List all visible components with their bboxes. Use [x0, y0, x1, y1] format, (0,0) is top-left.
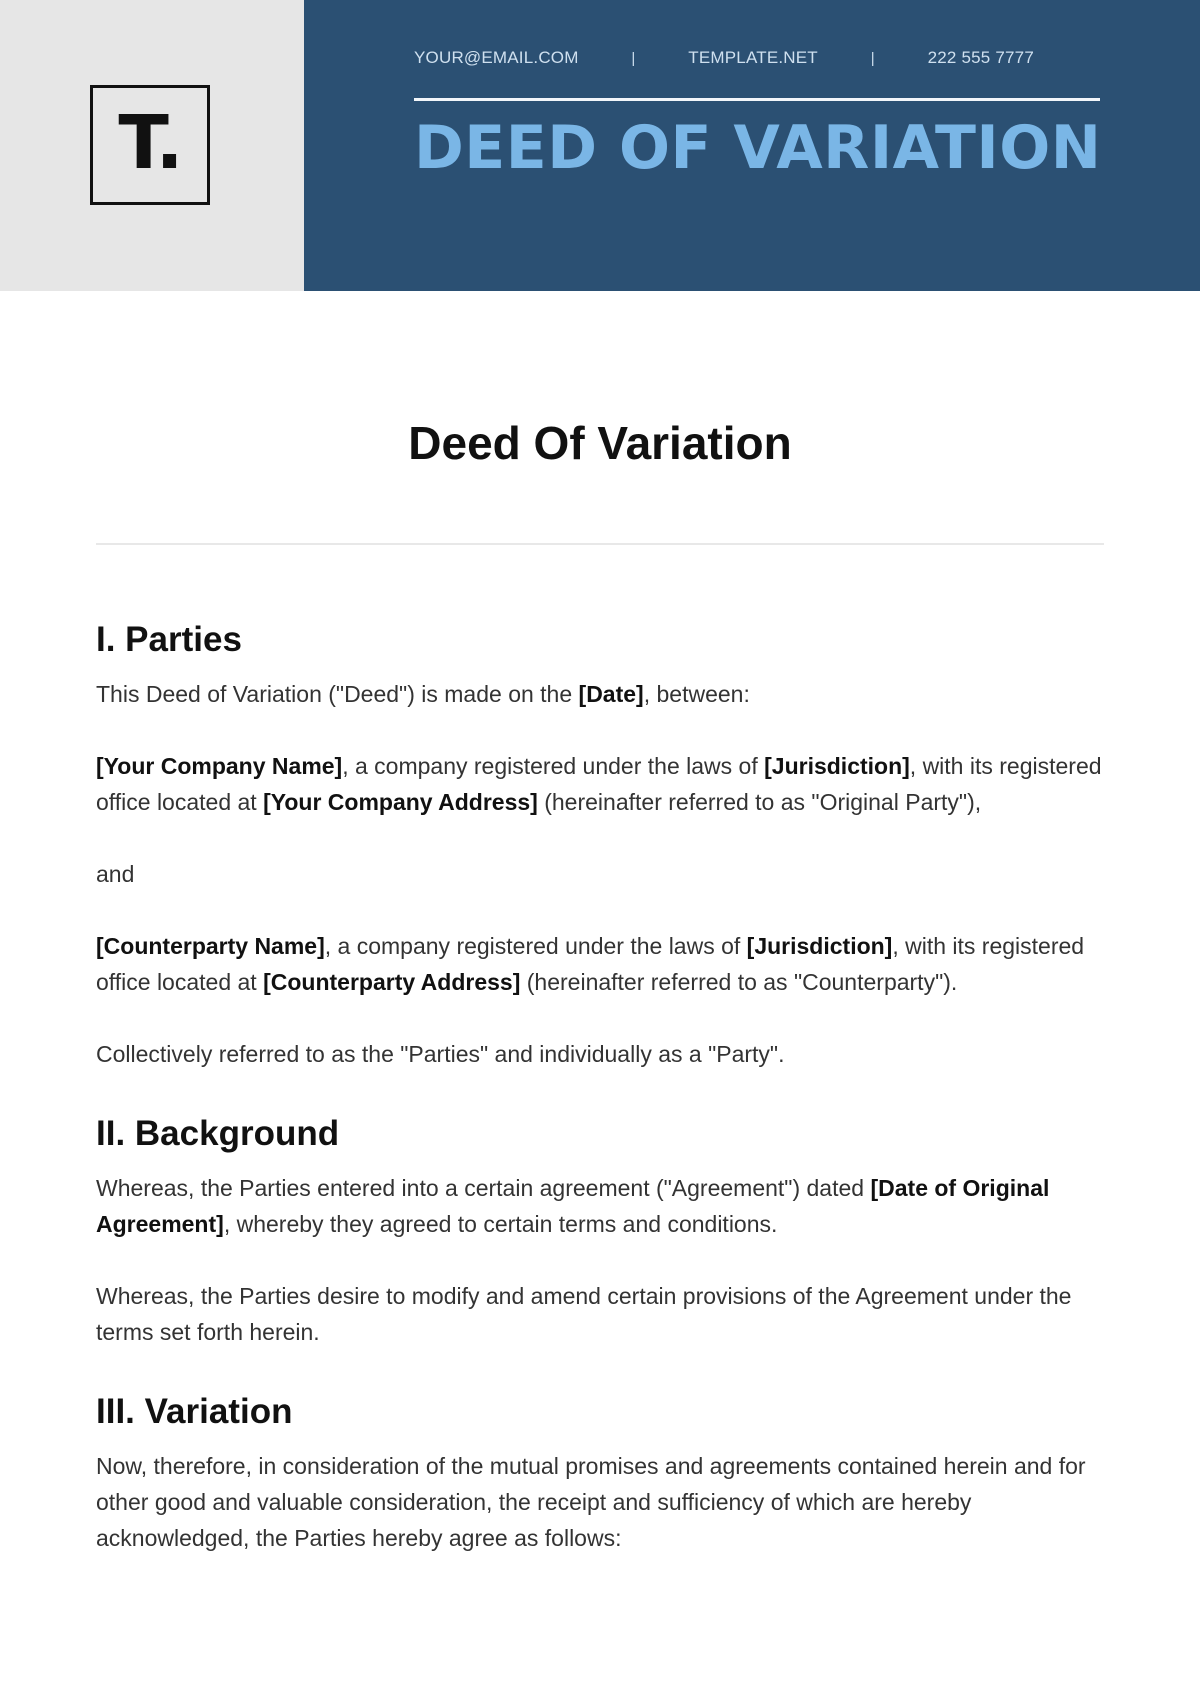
- contact-phone: 222 555 7777: [927, 48, 1034, 67]
- section-parties: [96, 618, 1116, 1072]
- text: , between:: [643, 681, 750, 707]
- placeholder-jurisdiction: [Jurisdiction]: [746, 933, 893, 959]
- text: , with its registered office located at: [96, 753, 1102, 815]
- title-divider: [96, 543, 1104, 545]
- paragraph: [96, 928, 1116, 1000]
- section-heading: I. Parties: [96, 620, 242, 659]
- text: Whereas, the Parties entered into a certain agreement ("Agreement") dated: [96, 1175, 871, 1201]
- text: , whereby they agreed to certain terms and conditions.: [223, 1211, 778, 1237]
- placeholder-original-agreement-date: [Date of Original Agreement]: [96, 1175, 1050, 1237]
- logo: [90, 85, 210, 205]
- paragraph: [96, 676, 1116, 712]
- text: This Deed of Variation ("Deed") is made on the: [96, 681, 579, 707]
- placeholder-company-address: [Your Company Address]: [263, 789, 538, 815]
- paragraph: [96, 748, 1116, 820]
- contact-row: [414, 48, 1034, 68]
- section-background: [96, 1112, 1116, 1350]
- document-body: [96, 618, 1116, 1592]
- placeholder-counterparty-address: [Counterparty Address]: [263, 969, 521, 995]
- header: [0, 0, 1200, 291]
- text: , a company registered under the laws of: [342, 753, 765, 779]
- placeholder-date: [Date]: [578, 681, 644, 707]
- contact-separator: |: [631, 49, 636, 67]
- contact-separator: |: [870, 49, 875, 67]
- banner-title: DEED OF VARIATION: [414, 113, 1102, 183]
- placeholder-counterparty-name: [Counterparty Name]: [96, 933, 325, 959]
- text: , with its registered office located at: [96, 933, 1085, 995]
- paragraph: and: [96, 861, 135, 887]
- text: (hereinafter referred to as "Original Party"),: [537, 789, 982, 815]
- contact-email: YOUR@EMAIL.COM: [414, 48, 579, 67]
- section-variation: [96, 1390, 1116, 1556]
- logo-text: T.: [118, 100, 182, 186]
- paragraph: [96, 1170, 1116, 1242]
- text: , a company registered under the laws of: [324, 933, 747, 959]
- placeholder-jurisdiction: [Jurisdiction]: [764, 753, 910, 779]
- text: (hereinafter referred to as "Counterparty").: [520, 969, 958, 995]
- contact-website: TEMPLATE.NET: [688, 48, 818, 67]
- paragraph: Collectively referred to as the "Parties" and individually as a "Party".: [96, 1041, 785, 1067]
- section-heading: II. Background: [96, 1114, 340, 1153]
- section-heading: III. Variation: [96, 1392, 293, 1431]
- paragraph: Now, therefore, in consideration of the mutual promises and agreements contained herein and for other good and valuable consideration, the receipt and sufficiency of which are hereby acknowledged, the Parties hereby agree as follows:: [96, 1453, 1086, 1551]
- paragraph: Whereas, the Parties desire to modify and amend certain provisions of the Agreement under the terms set forth herein.: [96, 1283, 1072, 1345]
- document-title: Deed Of Variation: [408, 417, 792, 469]
- header-banner: [304, 0, 1200, 291]
- placeholder-company-name: [Your Company Name]: [96, 753, 343, 779]
- logo-panel: [0, 0, 304, 291]
- banner-rule: [414, 98, 1100, 101]
